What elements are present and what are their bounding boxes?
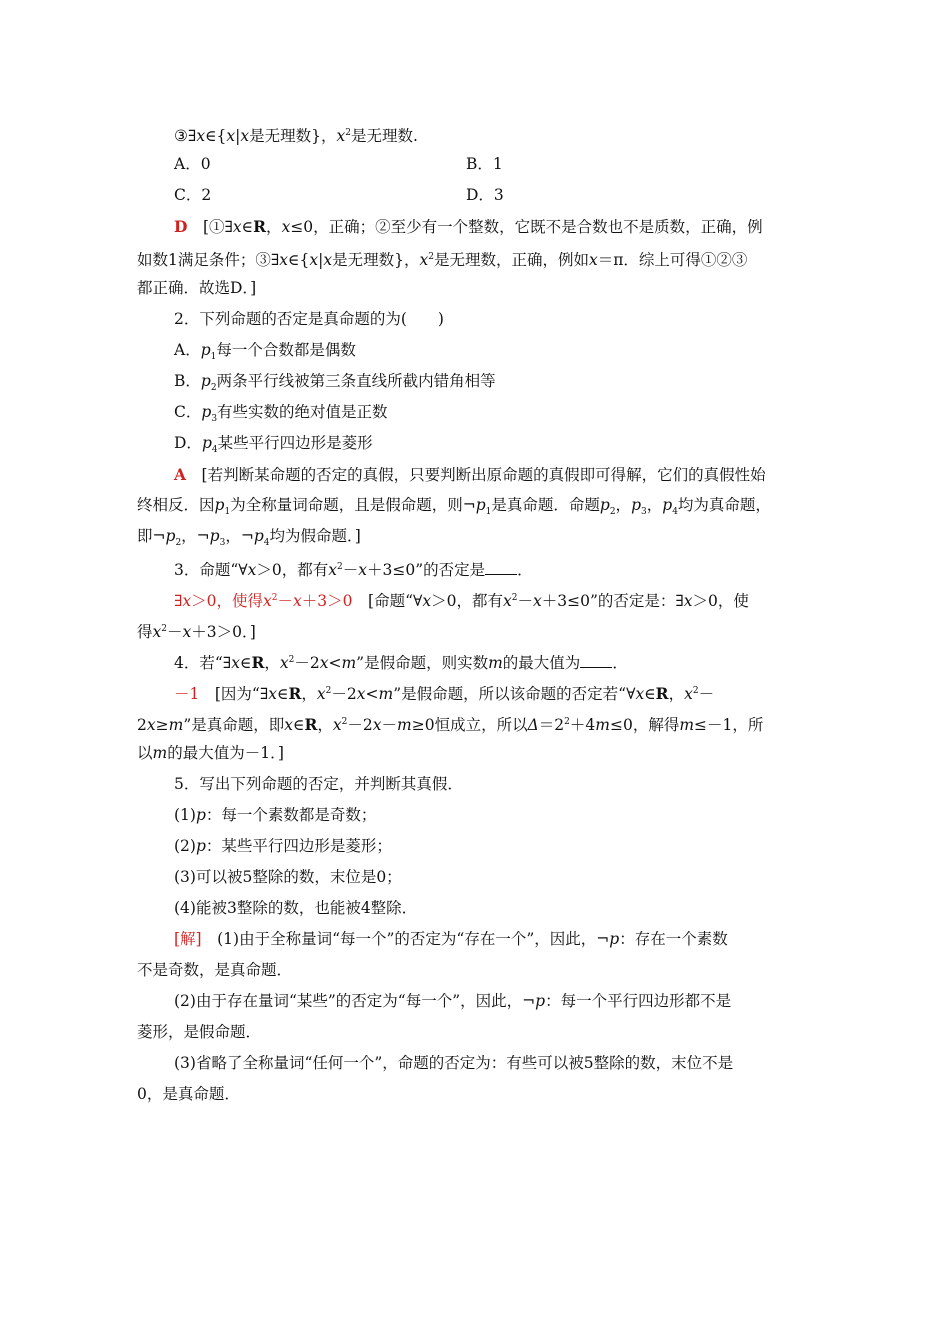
q2-answer-line-2: 终相反．因$p_1$为全称量词命题，且是假命题，则$\neg p_1$是真命题．命题$p_2$，$p_3$，$p_4$均为真命题，: [137, 496, 771, 518]
q4-stem: 4．若“∃x∈R，$x^2-2x<m$”是假命题，则实数m的最大值为 ．: [137, 645, 817, 676]
q2-option-d: D．$p_4$某些平行四边形是菱形: [174, 434, 373, 456]
q5-solution-1-line-1: [解] (1)由于全称量词“每一个”的否定为“存在一个”，因此，¬p：存在一个素数: [174, 930, 728, 948]
q1-option-a: A．0: [174, 155, 211, 173]
q5-item-1: (1)p：每一个素数都是奇数；: [174, 806, 377, 824]
q5-solution-3-line-1: (3)省略了全称量词“任何一个”，命题的否定为：有些可以被5整除的数，末位不是: [174, 1054, 734, 1072]
q4-answer-line-2: 2x≥m”是真命题，即x∈R，$x^2-2x-m\ge 0$恒成立，所以$\Delta=2^2+4m\le 0$，解得m≤－1，所: [137, 715, 764, 735]
q5-item-4: (4)能被3整除的数，也能被4整除．: [174, 899, 418, 917]
q1-answer-line-3: 都正确．故选D．]: [137, 279, 257, 297]
q2-option-c: C．$p_3$有些实数的绝对值是正数: [174, 403, 388, 425]
q1-answer-line-2: 如数1满足条件；③∃x∈{x|x是无理数}，$x^2$是无理数，正确，例如x＝π．综上可得①②③: [137, 251, 748, 270]
q4-answer-line-3: 以m的最大值为－1．]: [137, 744, 284, 762]
q5-item-2: (2)p：某些平行四边形是菱形；: [174, 837, 392, 855]
q5-stem: 5．写出下列命题的否定，并判断其真假．: [174, 775, 463, 793]
q5-solution-3-line-2: 0，是真命题．: [137, 1085, 240, 1103]
q3-answer-line-2: 得$x^2-x+3>0$．]: [137, 623, 256, 642]
q5-solution-1-line-2: 不是奇数，是真命题．: [137, 961, 293, 979]
q4-answer-line-1: －1 [因为“∃x∈R，$x^2-2x<m$”是假命题，所以该命题的否定若“∀x∈R，$x^2-$: [174, 684, 715, 704]
q1-option-c: C．2: [174, 186, 212, 204]
q5-solution-2-line-2: 菱形，是假命题．: [137, 1023, 262, 1041]
q2-answer-line-1: A [若判断某命题的否定的真假，只要判断出原命题的真假即可得解，它们的真假性始: [174, 465, 766, 484]
q5-item-3: (3)可以被5整除的数，末位是0；: [174, 868, 402, 886]
q1-answer-line-1: D [①∃x∈R，x≤0，正确；②至少有一个整数，它既不是合数也不是质数，正确，例: [174, 217, 763, 236]
q1-options-row-2: [137, 180, 817, 211]
q2-option-a: A．$p_1$每一个合数都是偶数: [174, 341, 356, 363]
q1-option-b: B．1: [466, 155, 503, 173]
q1-options-row-1: [137, 149, 817, 180]
q5-solution-2-line-1: (2)由于存在量词“某些”的否定为“每一个”，因此，¬p：每一个平行四边形都不是: [174, 992, 732, 1010]
q3-answer-line-1: ∃x＞0，使得$x^2-x+3>0$ [命题“∀x＞0，都有$x^2-x+3\le 0$”的否定是：∃x＞0，使: [174, 592, 749, 611]
q1-option-d: D．3: [466, 186, 504, 204]
document-page: [137, 118, 817, 1110]
q1-item-3: ③∃x∈{x|x是无理数}，$x^2$是无理数.: [174, 127, 418, 146]
q2-option-b: B．$p_2$两条平行线被第三条直线所截内错角相等: [174, 372, 496, 394]
q3-stem: 3．命题“∀x＞0，都有$x^2-x+3\le 0$”的否定是 ．: [137, 552, 817, 583]
q2-answer-line-3: 即$\neg p_2$，$\neg p_3$，$\neg p_4$均为假命题．]: [137, 527, 361, 549]
q2-stem: 2．下列命题的否定是真命题的为( ): [174, 310, 444, 328]
